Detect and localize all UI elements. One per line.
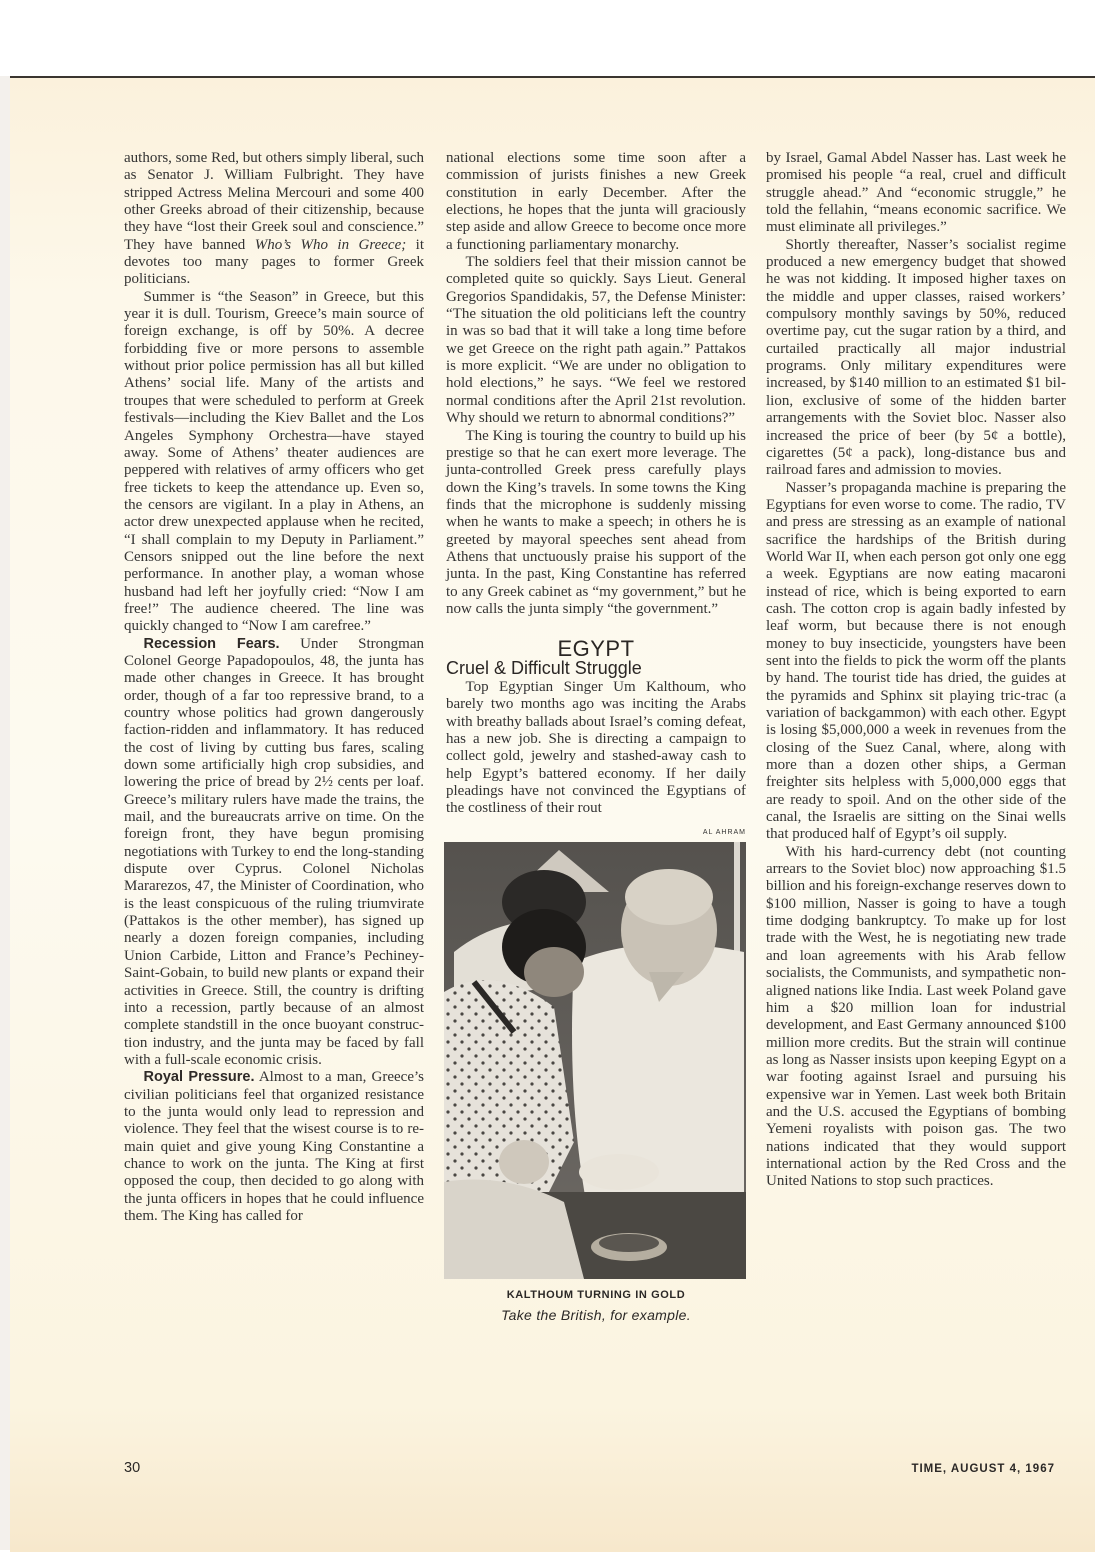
photo-kalthoum-turning-in-gold	[444, 842, 746, 1279]
paragraph: Shortly thereafter, Nasser’s socialist regime produced a new emergency budget that showed he was not kidding. It imposed higher taxes on the middle and upper classes, raised workers’ compulsory monthly savings by 50%, reduced overtime pay, cut the sugar ration by a third, and curtailed practically all major industrial programs. Only military expenditures were increased, by $140 million to an estimated $1 billion, exclusive of some of the hidden barter arrangements with the Soviet bloc. Nasser also increased the price of beer (by 5¢ a bottle), cigarettes (5¢ a pack), long-distance bus and railroad fares and admission to movies.	[766, 236, 1066, 479]
news-photo	[444, 842, 746, 1279]
paragraph: Top Egyptian Singer Um Kalthoum, who barely two months ago was inciting the Arabs with breathy ballads about Israel’s coming defeat, has a new job. She is directing a campaign to collect gold, jewelry and stashed-away cash to help Egypt’s battered economy. If her daily pleadings have not convinced the Egyptians of the costliness of their rout	[446, 678, 746, 817]
paragraph: Nasser’s propaganda machine is preparing the Egyptians for even worse to come. The radio, TV and press are stressing as an example of national sacrifice the hardships of the British during World War II, when each person got only one egg a week. Egyptians are now eating macaroni instead of rice, which is being exported to earn cash. The cotton crop is again badly infested by leaf worm, but because there is not enough money to buy insecticide, youngsters have been sent into the fields to pick the worm off the plants by hand. The tourist tide has dried, the guides at the pyramids and Sphinx sit playing tric-trac (a variation of backgammon) with each other. Egypt is losing $5,000,000 a week in revenues from the closing of the Suez Canal, where, along with more than a dozen other ships, a German freighter sits helpless with 5,000,000 eggs that are ready to spoil. And on the other side of the canal, the Israelis are sitting on the Sinai wells that produced half of Egypt’s oil supply.	[766, 479, 1066, 843]
paragraph: Summer is “the Season” in Greece, but this year it is dull. Tourism, Greece’s main source of foreign exchange, is off by 50%. A decree forbidding five or more persons to assemble without prior police permission has all but killed Athens’ social life. Many of the artists and troupes that were scheduled to perform at Greek festivals—including the Kiev Ballet and the Los Angeles Symphony Orchestra—have stayed away. Some of Athens’ theater audiences are peppered with relatives of army officers who get free tickets to keep the attendance up. Even so, the censors are vigilant. In a play in Athens, an actor drew unexpected applause when he recited, “I shall complain to my Deputy in Parliament.” Censors snipped out the line before the next performance. In another play, a woman whose husband had left her joyfully cried: “Now I am free!” The audience cheered. The line was quickly changed to “Now I am carefree.”	[124, 288, 424, 635]
article-column-2	[446, 150, 746, 1325]
subhead-recession-fears: Recession Fears.	[143, 635, 280, 652]
paragraph: The King is touring the country to build up his prestige so that he can exert more leverage. The junta-controlled Greek press carefully plays down the King’s travels. In some towns the King finds that the microphone is suddenly missing when he wants to make a speech; in others he is greeted by mayoral speeches sent ahead from Athens that unctuously praise his support of the junta. In the past, King Constantine has referred to any Greek cabinet as “my government,” but he now calls the junta simply “the government.”	[446, 427, 746, 617]
paragraph: national elections some time soon after a commission of jurists finishes a new Greek constitution in early December. After the elections, he hopes that the junta will graciously step aside and allow Greece to become once more a functioning parliamentary monarchy.	[446, 150, 746, 253]
photo-caption-quote: Take the British, for example.	[501, 1307, 691, 1324]
article-column-3	[766, 150, 1066, 1191]
article-column-1	[124, 150, 424, 1225]
paragraph	[124, 150, 424, 289]
paragraph: With his hard-currency debt (not counting arrears to the Soviet bloc) now approaching $1.5 billion and his foreign-exchange reserves down to $100 million, Nasser is going to have a tough time dodging bankruptcy. To make up for lost trade with the West, he is negotiating new trade and loan agreements with his Arab fellow socialists, the Communists, and sympathetic nonaligned nations like India. Last week Poland gave him a $20 million loan for industrial development, and East Germany announced $100 million more credits. But the strain will continue as long as Nasser insists upon keeping Egypt on a war footing against Israel and pursuing his expensive war in Yemen. Last week both Britain and the U.S. accused the Egyptians of bombing Yemeni royalists with poison gas. The two nations indicated that they would support international action by the Red Cross and the United Nations to stop such practices.	[766, 843, 1066, 1190]
subhead-royal-pressure: Royal Pressure.	[143, 1069, 255, 1086]
paragraph	[124, 1069, 424, 1225]
paragraph: The soldiers feel that their mission cannot be completed quite so quickly. Says Lieut. General Gregorios Spandidakis, 57, the Defense Minister: “The situation the old politicians left the country in was so bad that it will take a long time before we get Greece on the right path again.” Pattakos is more explicit. “We are under no obligation to hold elections,” he says. “We feel we restored normal conditions after the April 21st revolution. Why should we return to abnormal conditions?”	[446, 254, 746, 427]
text: it devotes too many pages to former Greek politicians.	[124, 236, 425, 288]
text: Almost to a man, Greece’s civilian politicians feel that organized resistance to the junta would only lead to repression and violence. They feel that the wisest course is to remain quiet and give young King Constantine a chance to work on the junta. The King at first opposed the coup, then decided to go along with the junta officers in hopes that he could influence them. The King has called for	[124, 1069, 424, 1224]
text: authors, some Red, but others simply liberal, such as Senator J. William Fulbright. They have stripped Actress Melina Mercouri and some 400 other Greeks abroad of their citizenship, because they have “lost their Greek soul and conscience.” They have banned	[124, 150, 424, 253]
paragraph: by Israel, Gamal Abdel Nasser has. Last week he promised his people “a real, cruel and difficult struggle ahead.” And “economic struggle,” he told the fellahin, “means economic sacrifice. We must eliminate all privileges.”	[766, 150, 1066, 236]
photo-caption-title: KALTHOUM TURNING IN GOLD	[506, 1289, 686, 1302]
section-heading: EGYPT	[557, 636, 635, 662]
article-headline: Cruel & Difficult Struggle	[446, 657, 642, 678]
book-title: Who’s Who in Greece;	[254, 236, 407, 253]
paragraph	[124, 636, 424, 1070]
issue-dateline: TIME, AUGUST 4, 1967	[911, 1463, 1055, 1475]
page-number: 30	[124, 1460, 141, 1476]
text: Under Strongman Colonel George Papadopoulos, 48, the junta has made other changes in Greece. It has brought order, though of a far too repressive brand, to a country whose politics had grown dangerously faction-ridden and inflammatory. It has reduced the cost of living by cutting bus fares, scaling down some artificially high crop subsidies, and lowering the price of bread by 2½ cents per loaf. Greece’s military rulers have made the trains, the mail, and the bureaucrats arrive on time. On the foreign front, they have begun promising negotiations with Turkey to end the long-standing dispute over Cyprus. Colonel Nicholas Mararezos, 47, the Minister of Coordination, who is the least conspicuous of the ruling triumvirate (Pattakos is the other member), has signed up nearly a dozen foreign companies, including Union Carbide, Litton and France’s Pechiney-Saint-Gobain, to build new plants or expand their activities in Greece. Still, the country is drifting into a recession, partly because of an almost complete standstill in the once buoyant construction industry, and the junta may be faced by fall with a full-scale economic crisis.	[124, 635, 424, 1068]
photo-credit: AL AHRAM	[702, 828, 746, 836]
